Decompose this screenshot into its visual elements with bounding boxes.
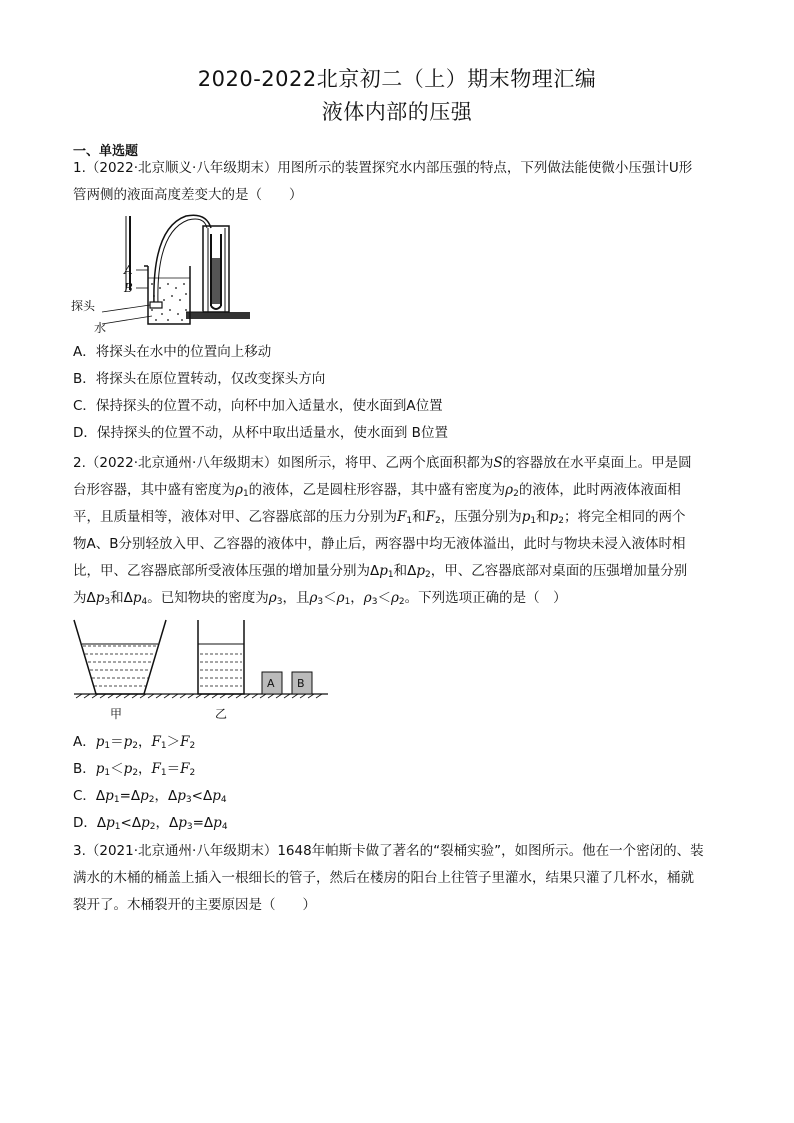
page-title: 2020-2022北京初二（上）期末物理汇编: [197, 67, 597, 91]
question-2-line-5: 比，甲、乙容器底部所受液体压强的增加量分别为$\Delta p_1$和$\Delta p_2$，甲、乙容器底部对桌面的压强增加量分别: [73, 563, 688, 580]
question-2-line-4: 物A、B分别轻放入甲、乙容器的液体中，静止后，两容器中均无液体溢出，此时与物块未浸入液体时相: [73, 536, 686, 552]
question-1-option-b: B．将探头在原位置转动，仅改变探头方向: [73, 371, 326, 387]
question-3-line-2: 满水的木桶的桶盖上插入一根细长的管子，然后在楼房的阳台上往管子里灌水，结果只灌了几杯水，桶就: [73, 870, 694, 886]
pressure-gauge-apparatus-diagram: [68, 208, 268, 338]
question-2-line-3: 平，且质量相等，液体对甲、乙容器底部的压力分别为$F_1$和$F_2$，压强分别为$p_1$和$p_2$；将完全相同的两个: [73, 509, 686, 526]
liquid-yi: [200, 654, 242, 686]
label-a: A: [124, 263, 133, 277]
label-b: B: [124, 281, 133, 295]
question-1-line-2: 管两侧的液面高度差变大的是（ ）: [73, 187, 303, 203]
question-2-option-a: A．$p_1=p_2$，$F_1>F_2$: [73, 734, 196, 751]
block-a-label: A: [267, 677, 275, 690]
question-3-line-1: 3.（2021·北京通州·八年级期末）1648年帕斯卡做了著名的“裂桶实验”，如图所示。他在一个密闭的、装: [73, 843, 704, 859]
label-water: 水: [94, 321, 107, 335]
container-yi: [198, 620, 244, 694]
question-1-option-d: D．保持探头的位置不动，从杯中取出适量水，使水面到 B位置: [73, 425, 448, 441]
question-2-line-6: 为$\Delta p_3$和$\Delta p_4$。已知物块的密度为$\rho_3$，且$\rho_3<\rho_1$，$\rho_3<\rho_2$。下列选项正确的是（ ）: [73, 590, 567, 607]
question-2-text: [73, 450, 723, 612]
question-2-line-2: 台形容器，其中盛有密度为$\rho_1$的液体，乙是圆柱形容器，其中盛有密度为$\rho_2$的液体，此时两液体液面相: [73, 482, 681, 499]
question-1-option-a: A．将探头在水中的位置向上移动: [73, 344, 272, 360]
containers-diagram: [70, 614, 332, 724]
block-b-label: B: [297, 677, 305, 690]
question-3-text: [73, 838, 723, 919]
question-1-line-1: 1.（2022·北京顺义·八年级期末）用图所示的装置探究水内部压强的特点，下列做法能使微小压强计U形: [73, 160, 693, 176]
question-1-text: [73, 155, 723, 209]
label-yi: 乙: [215, 707, 228, 721]
liquid-jia: [83, 646, 157, 686]
container-jia: [74, 620, 166, 694]
label-jia: 甲: [110, 707, 123, 721]
question-2-option-d: D．$\Delta p_1<\Delta p_2$，$\Delta p_3=\Delta p_4$: [73, 815, 228, 832]
probe: [150, 302, 162, 308]
question-2-line-1: 2.（2022·北京通州·八年级期末）如图所示，将甲、乙两个底面积都为S的容器放在水平桌面上。甲是圆: [73, 455, 692, 471]
question-2-option-b: B．$p_1<p_2$，$F_1=F_2$: [73, 761, 196, 778]
question-1-figure: [68, 208, 268, 338]
question-2-option-c: C．$\Delta p_1=\Delta p_2$，$\Delta p_3<\Delta p_4$: [73, 788, 227, 805]
section-heading: 一、单选题: [73, 144, 139, 159]
question-1-option-c: C．保持探头的位置不动，向杯中加入适量水，使水面到A位置: [73, 398, 443, 414]
label-probe: 探头: [71, 299, 96, 313]
page-subtitle: 液体内部的压强: [321, 100, 473, 124]
question-2-figure: [70, 614, 332, 724]
question-3-line-3: 裂开了。木桶裂开的主要原因是（ ）: [73, 897, 316, 913]
gauge-base: [186, 312, 250, 319]
